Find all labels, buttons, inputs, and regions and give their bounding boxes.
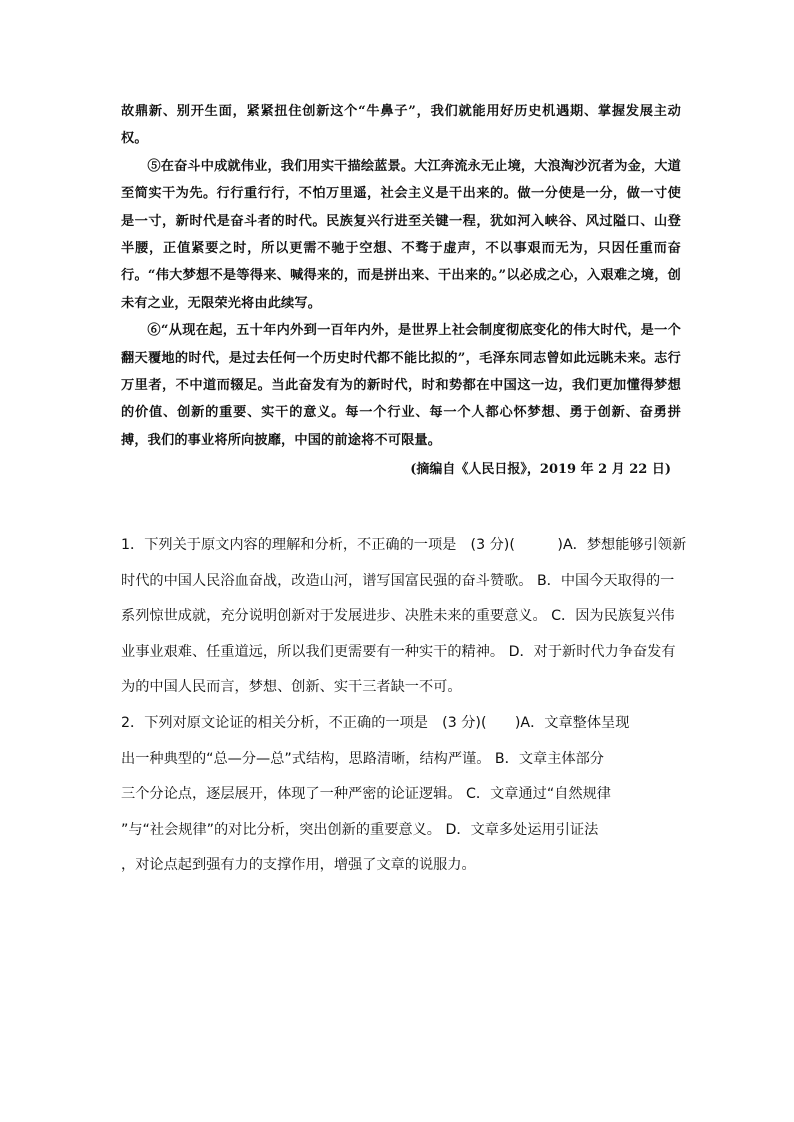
question-1-line: 业事业艰难、任重道远，所以我们更需要有一种实干的精神。 D．对于新时代力争奋发有 [121, 643, 676, 660]
question-2-line: 2．下列对原文论证的相关分析，不正确的一项是 (3 分)( )A．文章整体呈现 [121, 714, 630, 731]
question-1-line: 为的中国人民而言，梦想、创新、实干三者缺一不可。 [121, 679, 462, 696]
questions-section [121, 528, 687, 884]
article-paragraph-5: ⑤在奋斗中成就伟业，我们用实干描绘蓝景。大江奔流永无止境，大浪淘沙沉者为金，大道至简实干为先。行行重行行，不怕万里遥，社会主义是干出来的。做一分使是一分，做一寸使是一寸，新时代是奋斗者的时代。民族复兴行进至关键一程，犹如河入峡谷、风过隘口、山登半腰，正值紧要之时，所以更需不驰于空想、不骛于虚声，不以事艰而无为，只因任重而奋行。“伟大梦想不是等得来、喊得来的，而是拼出来、干出来的。”以必成之心，入艰难之境，创未有之业，无限荣光将由此续写。 [121, 158, 681, 311]
question-2 [121, 706, 681, 884]
question-1-line: 1．下列关于原文内容的理解和分析，不正确的一项是 (3 分)( )A．梦想能够引领新 [121, 537, 687, 553]
question-2-line: ”与“社会规律”的对比分析，突出创新的重要意义。 D．文章多处运用引证法 [121, 821, 599, 838]
question-2-line: 三个分论点，逐层展开，体现了一种严密的论证逻辑。 C．文章通过“自然规律 [121, 786, 611, 803]
question-1 [121, 528, 687, 706]
question-2-line: ，对论点起到强有力的支撑作用，增强了文章的说服力。 [121, 857, 476, 874]
question-1-line: 系列惊世成就，充分说明创新对于发展进步、决胜未来的重要意义。 C．因为民族复兴伟 [121, 608, 675, 625]
article-paragraph-6: ⑥“从现在起，五十年内外到一百年内外，是世界上社会制度彻底变化的伟大时代，是一个翻天覆地的时代，是过去任何一个历史时代都不能比拟的”，毛泽东同志曾如此远眺未来。志行万里者，不中道而辍足。当此奋发有为的新时代，时和势都在中国这一边，我们更加懂得梦想的价值、创新的重要、实干的意义。每一个行业、每一个人都心怀梦想、勇于创新、奋勇拼搏，我们的事业将所向披靡，中国的前途将不可限量。 [121, 323, 681, 448]
question-1-line: 时代的中国人民浴血奋战，改造山河，谱写国富民强的奋斗赞歌。 B．中国今天取得的一 [121, 572, 675, 589]
article-paragraph-4-end: 故鼎新、别开生面，紧紧扭住创新这个“牛鼻子”，我们就能用好历史机遇期、掌握发展主动权。 [121, 104, 681, 147]
question-2-line: 出一种典型的“总—分—总”式结构，思路清晰，结构严谨。 B．文章主体部分 [121, 750, 604, 767]
article-source-citation: (摘编自《人民日报》，2019 年 2 月 22 日) [410, 462, 671, 478]
article-excerpt [121, 98, 681, 484]
